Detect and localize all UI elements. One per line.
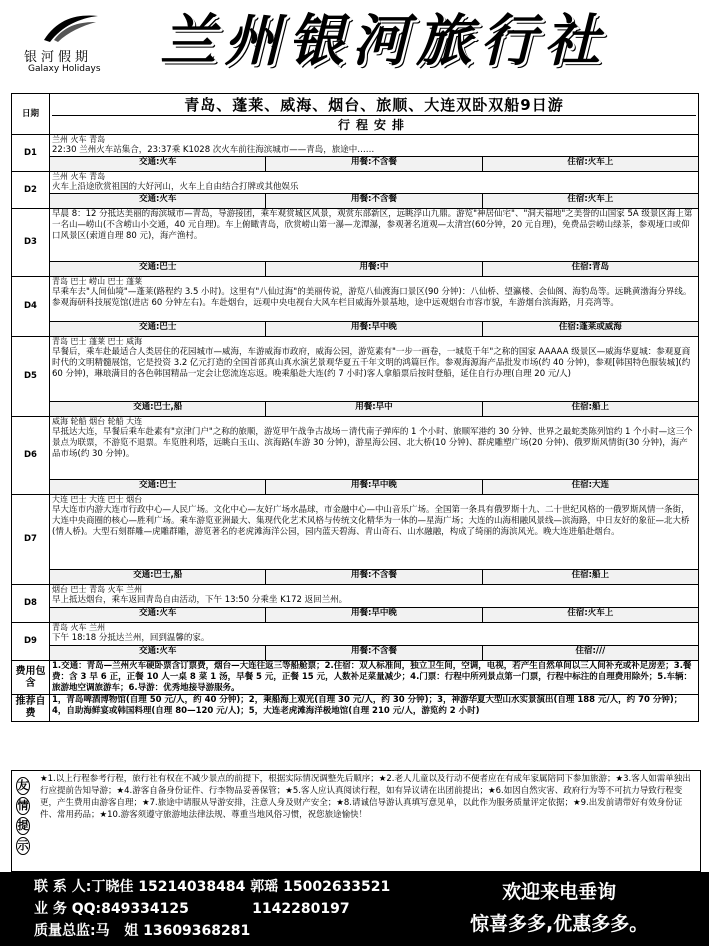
tips-label: [16, 777, 30, 857]
day-transport: 交通:火车: [50, 157, 266, 172]
day-route: 兰州 火车 青岛: [52, 135, 106, 144]
quality-line: 质量总监:马 姐 13609368281: [34, 923, 251, 939]
fees-text: 1.交通：青岛—兰州火车硬卧票含订票费，烟台—大连往返三等船舱票；2.住宿：双人标准间，独立卫生间，空调，电视，若产生自然单间以三人间补充或补足房差；3.餐费：含 3 早 6 正，正餐 10 人一桌 8 菜 1 汤，早餐 5 元，正餐 15 元，人数补足菜量减少；4.门票：行程中所列景点第一门票，行程中标注的自理费用除外；5.车辆：旅游地空调旅游车；6.导游：优秀地接导游服务。: [50, 661, 699, 695]
day-meals: 用餐:中: [266, 262, 482, 277]
day-description-cell: [50, 277, 699, 322]
day-row: [12, 417, 699, 480]
day-meals: 用餐:不含餐: [266, 157, 482, 172]
day-summary-row: [12, 570, 699, 585]
day-meals: 用餐:早中晚: [266, 608, 482, 623]
day-description-cell: [50, 623, 699, 646]
day-hotel: 住宿:大连: [482, 480, 698, 495]
day-summary-row: [12, 480, 699, 495]
logo-text-cn: 银河假期: [24, 50, 93, 65]
day-hotel: 住宿:蓬莱或威海: [482, 322, 698, 337]
day-label: D8: [12, 585, 50, 623]
qq-line: 业 务 QQ:849334125 1142280197: [34, 901, 350, 917]
day-description-cell: [50, 209, 699, 262]
day-route: 兰州 火车 青岛: [52, 172, 106, 181]
day-summary-row: [12, 402, 699, 417]
day-meals: 用餐:早中晚: [266, 322, 482, 337]
day-label: D1: [12, 135, 50, 172]
tips-label-char: 示: [16, 837, 30, 855]
day-hotel: 住宿:青岛: [482, 262, 698, 277]
slogan-line: 欢迎来电垂询: [502, 881, 617, 903]
day-transport: 交通:巴士: [50, 322, 266, 337]
day-transport: 交通:巴士,船: [50, 570, 266, 585]
day-summary-row: [12, 322, 699, 337]
day-description: 早餐后，乘车赴最适合人类居住的花园城市—威海，车游威海市政府，威海公园，游览素有"一步一画卷，一城览千年"之称的国家 AAAAA 级景区—威海华夏城：参观夏商时代的文明精髓展馆，它是投资 3.2 亿元打造的全国首部真山真水演艺景观华夏五千年文明的鸿篇巨作。参观海源海产品批发市场(约 40 分钟)，参观[韩国特色服装城](约 60 分钟)，琳琅满目的各色韩国精品一定会让您流连忘返。晚乘船赴大连(约 7 小时)客人拿船票后按时登船，延住自行办理(自理 20 元/人): [52, 347, 691, 379]
optional-row: [12, 695, 699, 722]
contact-block: [34, 876, 390, 942]
tips-text: ★1.以上行程参考行程，旅行社有权在不减少景点的前提下，根据实际情况调整先后顺序；★2.老人儿童以及行动不便者应在有成年家属陪同下参加旅游；★3.客人如需单独出行应提前告知导游；★4.游客自备身份证件、行李物品妥善保管；★5.客人应认真阅读行程，如有异议请在出团前提出；★6.如因自然灾害、政府行为等不可抗力导致行程变更，产生费用由游客自理；★7.旅途中请服从导游安排，注意人身及财产安全；★8.请诚信导游认真填写意见单，以此作为服务质量评定依据；★9.出发前请带好有效身份证件、常用药品；★10.游客须遵守旅游地法律法规、尊重当地风俗习惯，祝您旅途愉快！: [40, 774, 691, 820]
logo-text-en: Galaxy Holidays: [28, 64, 101, 74]
day-meals: 用餐:不含餐: [266, 194, 482, 209]
contact-line: 联 系 人:丁晓佳 15214038484 郭瑶 15002633521: [34, 879, 391, 895]
day-row: [12, 209, 699, 262]
day-route: 青岛 巴士 崂山 巴士 蓬莱: [52, 277, 143, 286]
swoosh-logo-icon: [40, 10, 100, 44]
tips-label-char: 友: [16, 777, 30, 795]
day-label: D9: [12, 623, 50, 661]
day-row: [12, 135, 699, 157]
day-description-cell: [50, 135, 699, 157]
day-description-cell: [50, 495, 699, 570]
day-meals: 用餐:早中: [266, 402, 482, 417]
date-header: 日期: [12, 94, 50, 135]
day-hotel: 住宿:火车上: [482, 157, 698, 172]
day-transport: 交通:巴士: [50, 262, 266, 277]
header: [0, 0, 709, 88]
day-route: 烟台 巴士 青岛 火车 兰州: [52, 585, 143, 594]
day-hotel: 住宿:火车上: [482, 194, 698, 209]
day-description: 早上抵达烟台，乘车返回青岛自由活动，下午 13:50 分乘坐 K172 返回兰州。: [52, 595, 348, 605]
day-label: D2: [12, 172, 50, 209]
day-hotel: 住宿:///: [482, 646, 698, 661]
day-route: 青岛 巴士 蓬莱 巴士 威海: [52, 337, 143, 346]
day-summary-row: [12, 608, 699, 623]
day-transport: 交通:火车: [50, 194, 266, 209]
tour-title: 青岛、蓬莱、威海、烟台、旅顺、大连双卧双船9日游: [184, 95, 564, 114]
day-row: [12, 337, 699, 402]
logo: [12, 6, 122, 82]
day-meals: 用餐:不含餐: [266, 570, 482, 585]
day-route: 威海 轮船 烟台 轮船 大连: [52, 417, 143, 426]
slogan-block: [470, 876, 648, 940]
day-description: 早大连市内游大连市行政中心—人民广场。文化中心—友好广场水晶球，市金融中心—中山音乐广场。全国第一条具有俄罗斯十九、二十世纪风格的一俄罗斯风情一条街，大连中央商圈的核心—胜利广场。乘车游览亚洲最大、集现代化艺术风格与传统文化精华为一体的—星海广场；大连的山海相融风景线—滨海路，中日友好的象征—北大桥(情人桥)。大型石刻群雕—虎雕群雕，游览著名的老虎滩海洋公园，园内蓝天碧海、青山奇石、山水融融，构成了绮丽的海滨风光。晚大连进船赴烟台。: [52, 505, 690, 537]
itinerary-table: [11, 93, 699, 722]
day-row: [12, 277, 699, 322]
tips-box: [11, 770, 701, 872]
day-transport: 交通:巴士,船: [50, 402, 266, 417]
day-description: 下午 18:18 分抵达兰州，回到温馨的家。: [52, 633, 210, 643]
day-label: D3: [12, 209, 50, 277]
day-route: 青岛 火车 兰州: [52, 623, 106, 632]
day-route: 大连 巴士 大连 巴士 烟台: [52, 495, 143, 504]
day-hotel: 住宿:船上: [482, 402, 698, 417]
day-description: 早抵达大连，早餐后乘车赴素有"京津门户"之称的旅顺，游览甲午战争古战场－清代南子弹库的 1 个小时、旅顺军港约 30 分钟、世界之最蛇类陈列馆约 1 个小时—这三个景点为联票，不游览不退票。车览胜利塔，远眺白玉山、滨海路(车游 30 分钟)，游星海公园、北大桥(10 分钟)、群虎雕塑广场(20 分钟)、俄罗斯风情街(30 分钟)，海产品市场(约 30 分钟)。: [52, 427, 693, 459]
day-description: 早乘车去"人间仙境"—蓬莱(路程约 3.5 小时)。这里有"八仙过海"的美丽传说，游览八仙渡海口景区(90 分钟)：八仙桥、望瀛楼、会仙阁、海豹岛等。远眺黄渤海分界线。参观海研科技展览馆(进店 60 分钟左右)。车赴烟台，远观中央电视台大风车栏目威海外景基地，途中远观烟台市容市貌，车游烟台滨海路，月亮湾等。: [52, 287, 692, 308]
day-row: [12, 172, 699, 194]
day-description-cell: [50, 417, 699, 480]
day-row: [12, 585, 699, 608]
optional-text: 1，青岛啤酒博物馆(自理 50 元/人，约 40 分钟)；2，乘船海上观光(自理 30 元/人，约 30 分钟)；3，神游华夏大型山水实景演出(自理 188 元/人，约 70 分钟)；4，自助海鲜宴或韩国料理(自理 80—120 元/人)；5，大连老虎滩海洋极地馆(自理 210 元/人，游览约 2 小时): [50, 695, 699, 722]
day-description-cell: [50, 337, 699, 402]
day-meals: 用餐:早中晚: [266, 480, 482, 495]
day-label: D5: [12, 337, 50, 417]
tips-label-char: 情: [16, 797, 30, 815]
day-summary-row: [12, 194, 699, 209]
footer: [0, 872, 709, 946]
day-hotel: 住宿:船上: [482, 570, 698, 585]
tips-label-char: 提: [16, 817, 30, 835]
fees-row: [12, 661, 699, 695]
day-description: 22:30 兰州火车站集合，23:37乘 K1028 次火车前往海滨城市——青岛，旅途中……: [52, 145, 375, 155]
day-description: 早晨 8：12 分抵达美丽的海滨城市—青岛，导游接团，乘车观赏城区风景，观赏东部新区，远眺浮山九鼎。游览"神居仙宅"、"洞天福地"之美誉的山国家 5A 级景区海上第一名山—崂山(不含崂山小交通，40 元自理)。车上俯瞰青岛，欣赏崂山第一瀑—龙潭瀑，参观著名道观—太清宫(60分钟，20 元自理)，免费品尝崂山绿茶，参观垭口或仰口风景区(索道自理 80 元)，海产渔村。: [52, 209, 693, 241]
day-summary-row: [12, 157, 699, 172]
day-label: D7: [12, 495, 50, 585]
day-meals: 用餐:不含餐: [266, 646, 482, 661]
day-row: [12, 623, 699, 646]
tour-subtitle: 行程安排: [52, 115, 696, 134]
slogan-line: 惊喜多多,优惠多多。: [470, 913, 649, 935]
day-row: [12, 495, 699, 570]
day-label: D4: [12, 277, 50, 337]
day-description: 火车上沿途欣赏祖国的大好河山，火车上自由结合打牌或其他娱乐: [52, 182, 299, 192]
day-transport: 交通:巴士: [50, 480, 266, 495]
day-hotel: 住宿:火车上: [482, 608, 698, 623]
title-row: [12, 94, 699, 135]
day-description-cell: [50, 172, 699, 194]
optional-label: 推荐自费: [12, 695, 50, 722]
day-summary-row: [12, 646, 699, 661]
company-name: 兰州银河旅行社: [160, 8, 608, 74]
day-transport: 交通:火车: [50, 646, 266, 661]
day-summary-row: [12, 262, 699, 277]
fees-label: 费用包含: [12, 661, 50, 695]
day-label: D6: [12, 417, 50, 495]
tour-title-cell: [50, 94, 699, 135]
day-description-cell: [50, 585, 699, 608]
day-transport: 交通:火车: [50, 608, 266, 623]
